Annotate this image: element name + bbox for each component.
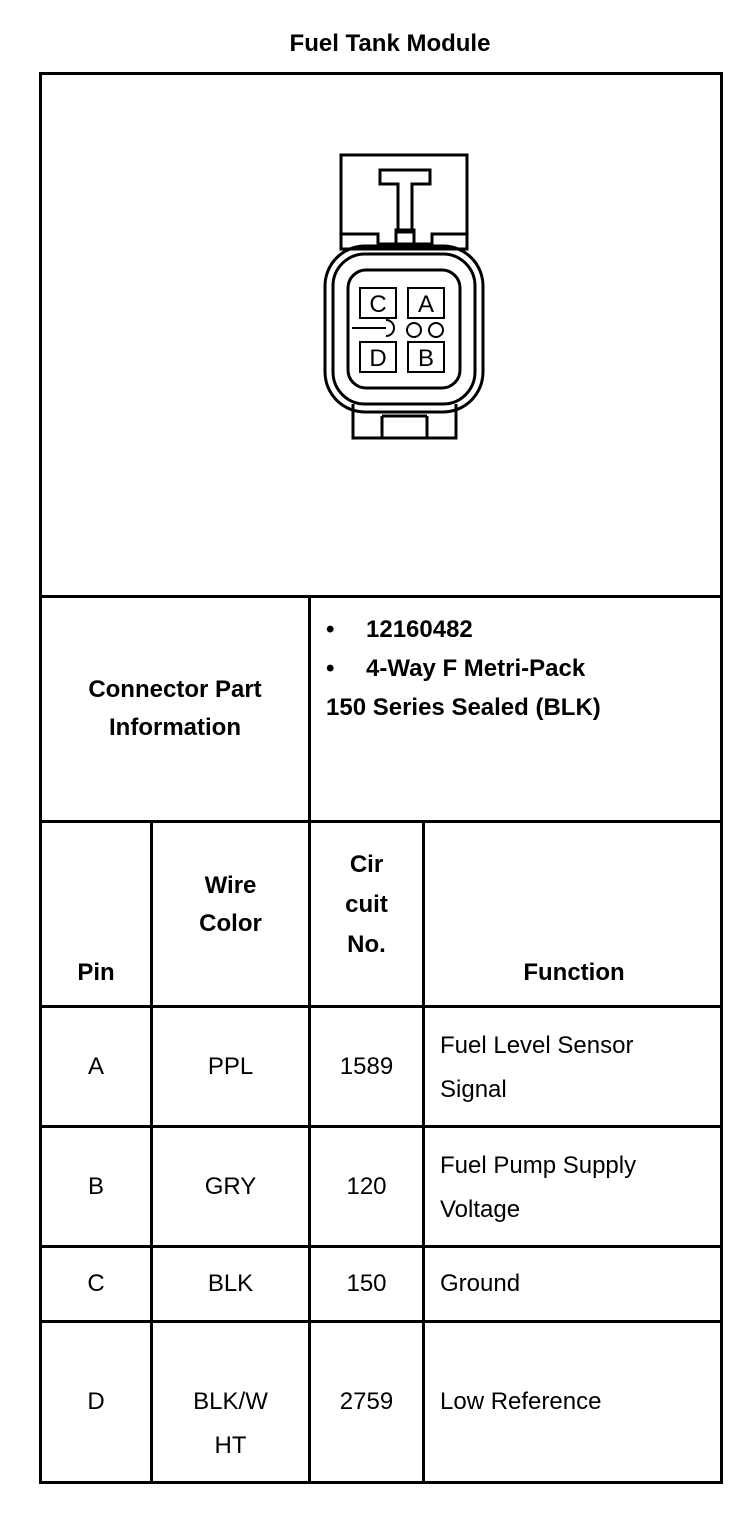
table-cell-function [440,1323,601,1481]
connector-info-label [42,598,308,820]
color-text: BLK/W [193,1388,268,1415]
header-circuit-text: Cir [349,851,384,878]
table-cell-function [440,1144,636,1232]
description-item-cont [326,694,706,733]
connector-latch [380,170,430,232]
part-number-item [326,616,706,655]
table-cell-color: PPL [207,1052,254,1080]
function-text: Low Reference [440,1388,602,1415]
table-cell-color: GRY [204,1172,257,1200]
function-text: Voltage [440,1196,521,1223]
table-cell-color [153,1323,308,1481]
connector-info-label-line: Connector Part [88,676,262,703]
header-pin [42,823,150,1005]
pin-label: A [417,291,435,318]
header-wire-color-text: Wire [204,872,257,899]
table-cell-circuit: 150 [346,1270,387,1297]
function-text: Ground [440,1270,521,1297]
table-cell-function [440,1024,633,1112]
table-cell-pin: A [87,1052,104,1080]
connector-info-label-line: Information [109,714,241,741]
connector-info-details [326,616,706,733]
header-pin-text: Pin [77,959,115,986]
header-circuit [311,823,422,1005]
table-cell-pin: D [87,1388,105,1415]
connector-diagram [320,152,490,442]
connector-description: 4-Way F Metri-Pack [366,655,586,682]
table-cell-circuit: 120 [346,1172,387,1200]
header-circuit-text: cuit [345,891,388,918]
pin-label: B [417,345,435,372]
header-wire-color [153,823,308,1005]
bullet-icon: • [326,616,335,643]
pin-label: C [369,291,387,318]
header-function-text: Function [523,959,625,986]
header-circuit-text: No. [347,931,386,958]
connector-description: 150 Series Sealed (BLK) [326,694,601,721]
table-cell-function [440,1248,520,1320]
function-text: Fuel Pump Supply [440,1152,637,1179]
bullet-icon: • [326,655,335,682]
table-cell-pin: C [87,1270,105,1297]
pin-label: D [369,345,387,372]
function-text: Fuel Level Sensor [440,1032,634,1059]
page-title: Fuel Tank Module [289,30,491,57]
header-wire-color-text: Color [199,910,262,937]
header-function [425,823,723,1005]
table-cell-circuit: 1589 [339,1052,394,1080]
table-cell-pin: B [87,1172,104,1200]
description-item [326,655,706,694]
part-number: 12160482 [366,616,473,643]
table-cell-color: BLK [207,1270,254,1297]
function-text: Signal [440,1076,507,1103]
color-text: HT [214,1432,247,1459]
table-cell-circuit: 2759 [339,1388,394,1415]
